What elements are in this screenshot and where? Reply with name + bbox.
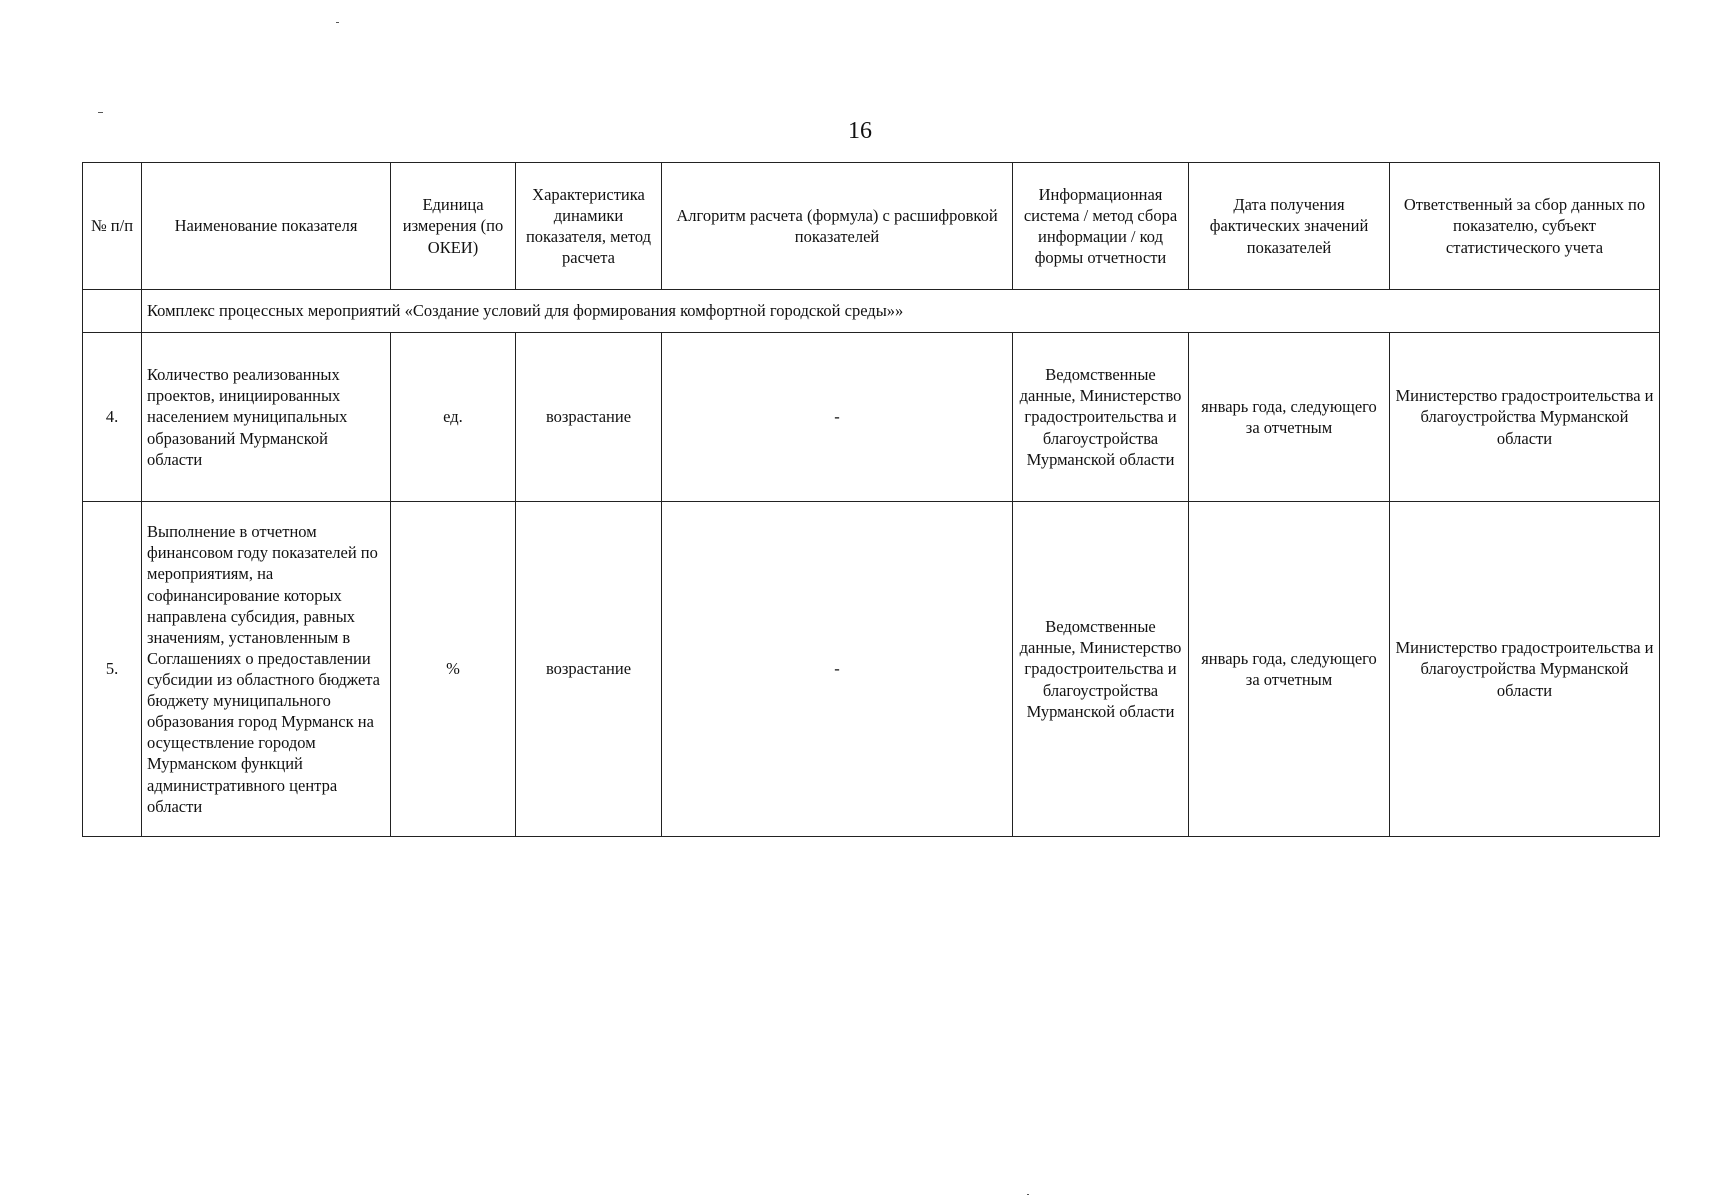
indicator-dynamics: возрастание [516, 502, 662, 837]
indicator-name: Выполнение в отчетном финансовом году показателей по мероприятиям, на софинансирование которых направлена субсидия, равных значениям, установленным в Соглашениях о предоставлении субсидии из областного бюджета бюджету муниципального образования город Мурманск на осуществление городом Мурманском функций административного центра области [142, 502, 391, 837]
row-number: 5. [83, 502, 142, 837]
scan-speck [1027, 1194, 1029, 1195]
header-indicator-name: Наименование показателя [142, 163, 391, 290]
header-row [83, 163, 1660, 290]
table-row [83, 502, 1660, 837]
indicator-unit: ед. [391, 333, 516, 502]
page-number: 16 [848, 118, 872, 144]
indicator-algorithm: - [662, 333, 1013, 502]
indicator-date: январь года, следующего за отчетным [1189, 333, 1390, 502]
header-dynamics: Характеристика динамики показателя, метод расчета [516, 163, 662, 290]
indicator-date: январь года, следующего за отчетным [1189, 502, 1390, 837]
indicator-responsible: Министерство градостроительства и благоустройства Мурманской области [1390, 502, 1660, 837]
indicator-info-system: Ведомственные данные, Министерство градостроительства и благоустройства Мурманской области [1013, 333, 1189, 502]
header-info-system: Информационная система / метод сбора информации / код формы отчетности [1013, 163, 1189, 290]
header-date: Дата получения фактических значений показателей [1189, 163, 1390, 290]
section-row [83, 290, 1660, 333]
indicator-name: Количество реализованных проектов, инициированных населением муниципальных образований Мурманской области [142, 333, 391, 502]
header-number: № п/п [83, 163, 142, 290]
header-unit: Единица измерения (по ОКЕИ) [391, 163, 516, 290]
scan-speck [98, 112, 103, 113]
row-number: 4. [83, 333, 142, 502]
indicator-responsible: Министерство градостроительства и благоустройства Мурманской области [1390, 333, 1660, 502]
table-row [83, 333, 1660, 502]
indicator-algorithm: - [662, 502, 1013, 837]
indicator-unit: % [391, 502, 516, 837]
indicator-dynamics: возрастание [516, 333, 662, 502]
indicator-info-system: Ведомственные данные, Министерство градостроительства и благоустройства Мурманской области [1013, 502, 1189, 837]
section-title: Комплекс процессных мероприятий «Создание условий для формирования комфортной городской среды»» [142, 290, 1660, 333]
header-responsible: Ответственный за сбор данных по показателю, субъект статистического учета [1390, 163, 1660, 290]
indicators-table [82, 162, 1660, 837]
scan-speck [336, 22, 339, 23]
section-number-cell [83, 290, 142, 333]
header-algorithm: Алгоритм расчета (формула) с расшифровкой показателей [662, 163, 1013, 290]
